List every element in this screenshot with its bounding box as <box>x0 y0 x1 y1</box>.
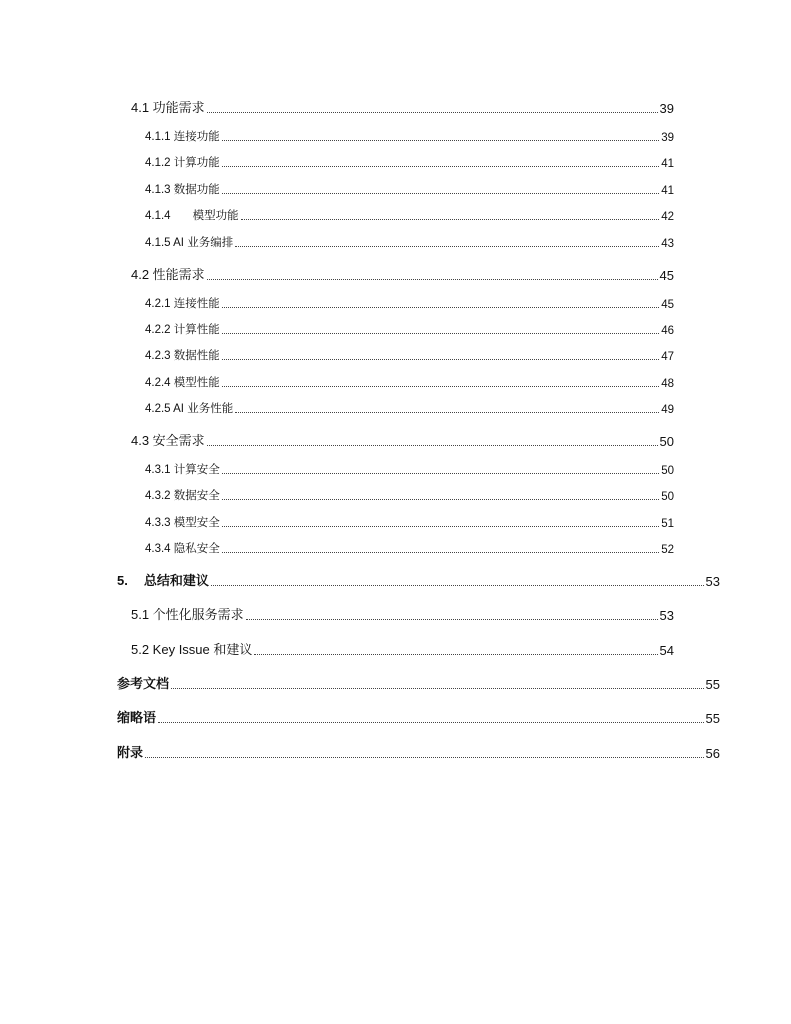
toc-entry-title: 4.2.1 连接性能 <box>145 298 220 310</box>
toc-entry-4-1-5[interactable] <box>145 234 674 250</box>
toc-leader-dots <box>254 653 657 655</box>
toc-page-number: 46 <box>661 325 674 337</box>
toc-entry-abbreviations[interactable] <box>117 707 720 726</box>
toc-entry-4-2-5[interactable] <box>145 400 674 416</box>
toc-page-number: 51 <box>661 518 674 530</box>
toc-entry-title: 4.2.4 模型性能 <box>145 377 220 389</box>
toc-page-number: 41 <box>661 158 674 170</box>
toc-entry-title: 缩略语 <box>117 710 157 725</box>
toc-entry-label: 总结和建议 <box>143 573 209 588</box>
toc-leader-dots <box>207 444 658 446</box>
toc-entry-4-2-4[interactable] <box>145 374 674 390</box>
toc-entry-title: 参考文档 <box>117 676 170 691</box>
toc-entry-5-2[interactable] <box>131 639 674 658</box>
toc-entry-title: 4.1.2 计算功能 <box>145 157 220 169</box>
toc-page-number: 48 <box>661 378 674 390</box>
toc-entry-4-2[interactable] <box>131 264 674 283</box>
toc-leader-dots <box>145 756 704 758</box>
toc-page-number: 42 <box>661 211 674 223</box>
toc-page-number: 50 <box>659 434 674 449</box>
toc-leader-dots <box>222 472 659 474</box>
toc-leader-dots <box>211 584 704 586</box>
toc-entry-title: 4.1.1 连接功能 <box>145 131 220 143</box>
toc-leader-dots <box>246 618 658 620</box>
toc-entry-4-3-4[interactable] <box>145 540 674 556</box>
toc-leader-dots <box>241 218 660 220</box>
toc-entry-label: 模型功能 <box>192 210 239 222</box>
toc-entry-title: 4.1.3 数据功能 <box>145 184 220 196</box>
toc-leader-dots <box>222 551 659 553</box>
toc-page-number: 55 <box>705 711 720 726</box>
toc-entry-title: 4.2.5 AI 业务性能 <box>145 403 234 415</box>
toc-entry-title: 4.3.4 隐私安全 <box>145 543 220 555</box>
toc-entry-title: 5.2 Key Issue 和建议 <box>131 642 253 657</box>
toc-entry-number: 5. <box>117 573 128 588</box>
toc-leader-dots <box>222 332 659 334</box>
toc-entry-4-3-2[interactable] <box>145 487 674 503</box>
toc-leader-dots <box>207 111 658 113</box>
toc-page-number: 50 <box>661 465 674 477</box>
toc-leader-dots <box>222 306 659 308</box>
toc-page-number: 55 <box>705 677 720 692</box>
toc-page-number: 45 <box>661 299 674 311</box>
toc-entry-title: 4.3.3 模型安全 <box>145 517 220 529</box>
toc-entry-title: 附录 <box>117 745 144 760</box>
toc-page-number: 47 <box>661 351 674 363</box>
toc-leader-dots <box>207 278 658 280</box>
toc-leader-dots <box>235 411 659 413</box>
toc-leader-dots <box>222 139 659 141</box>
toc-entry-title: 5.1 个性化服务需求 <box>131 607 244 622</box>
toc-page-number: 54 <box>659 643 674 658</box>
toc-page-number: 43 <box>661 238 674 250</box>
toc-entry-4-2-2[interactable] <box>145 321 674 337</box>
toc-entry-title: 4.3.2 数据安全 <box>145 490 220 502</box>
toc-page-number: 39 <box>661 132 674 144</box>
toc-entry-title: 4.1 功能需求 <box>131 100 205 115</box>
toc-entry-4-2-1[interactable] <box>145 295 674 311</box>
toc-leader-dots <box>222 358 659 360</box>
toc-entry-4-1-1[interactable] <box>145 128 674 144</box>
toc-entry-4-1-2[interactable] <box>145 154 674 170</box>
toc-entry-title: 4.3.1 计算安全 <box>145 464 220 476</box>
toc-page-number: 53 <box>659 608 674 623</box>
toc-entry-appendix[interactable] <box>117 742 720 761</box>
toc-entry-number: 4.1.4 <box>145 210 171 222</box>
toc-entry-title <box>145 207 239 223</box>
toc-entry-4-1-4[interactable] <box>145 207 674 223</box>
toc-entry-4-3[interactable] <box>131 430 674 449</box>
toc-entry-title: 4.3 安全需求 <box>131 433 205 448</box>
toc-entry-4-3-1[interactable] <box>145 461 674 477</box>
toc-page-number: 45 <box>659 268 674 283</box>
toc-entry-4-1[interactable] <box>131 97 674 116</box>
toc-page-number: 56 <box>705 746 720 761</box>
toc-entry-title: 4.1.5 AI 业务编排 <box>145 237 234 249</box>
toc-entry-title: 4.2.3 数据性能 <box>145 350 220 362</box>
toc-page-number: 39 <box>659 101 674 116</box>
toc-page-number: 49 <box>661 404 674 416</box>
toc-leader-dots <box>222 192 659 194</box>
toc-entry-title <box>117 570 209 589</box>
toc-leader-dots <box>222 498 659 500</box>
toc-leader-dots <box>222 385 659 387</box>
toc-leader-dots <box>222 525 659 527</box>
toc-page-number: 41 <box>661 185 674 197</box>
toc-page-number: 50 <box>661 491 674 503</box>
toc-page-number: 53 <box>705 574 720 589</box>
toc-entry-5[interactable] <box>117 570 720 589</box>
toc-page-number: 52 <box>661 544 674 556</box>
toc-entry-title: 4.2.2 计算性能 <box>145 324 220 336</box>
toc-leader-dots <box>171 687 704 689</box>
toc-leader-dots <box>158 721 704 723</box>
toc-entry-title: 4.2 性能需求 <box>131 267 205 282</box>
toc-entry-4-1-3[interactable] <box>145 181 674 197</box>
toc-entry-references[interactable] <box>117 673 720 692</box>
toc-entry-5-1[interactable] <box>131 604 674 623</box>
toc-entry-4-3-3[interactable] <box>145 514 674 530</box>
toc-entry-4-2-3[interactable] <box>145 347 674 363</box>
toc-leader-dots <box>235 245 659 247</box>
toc-leader-dots <box>222 165 659 167</box>
